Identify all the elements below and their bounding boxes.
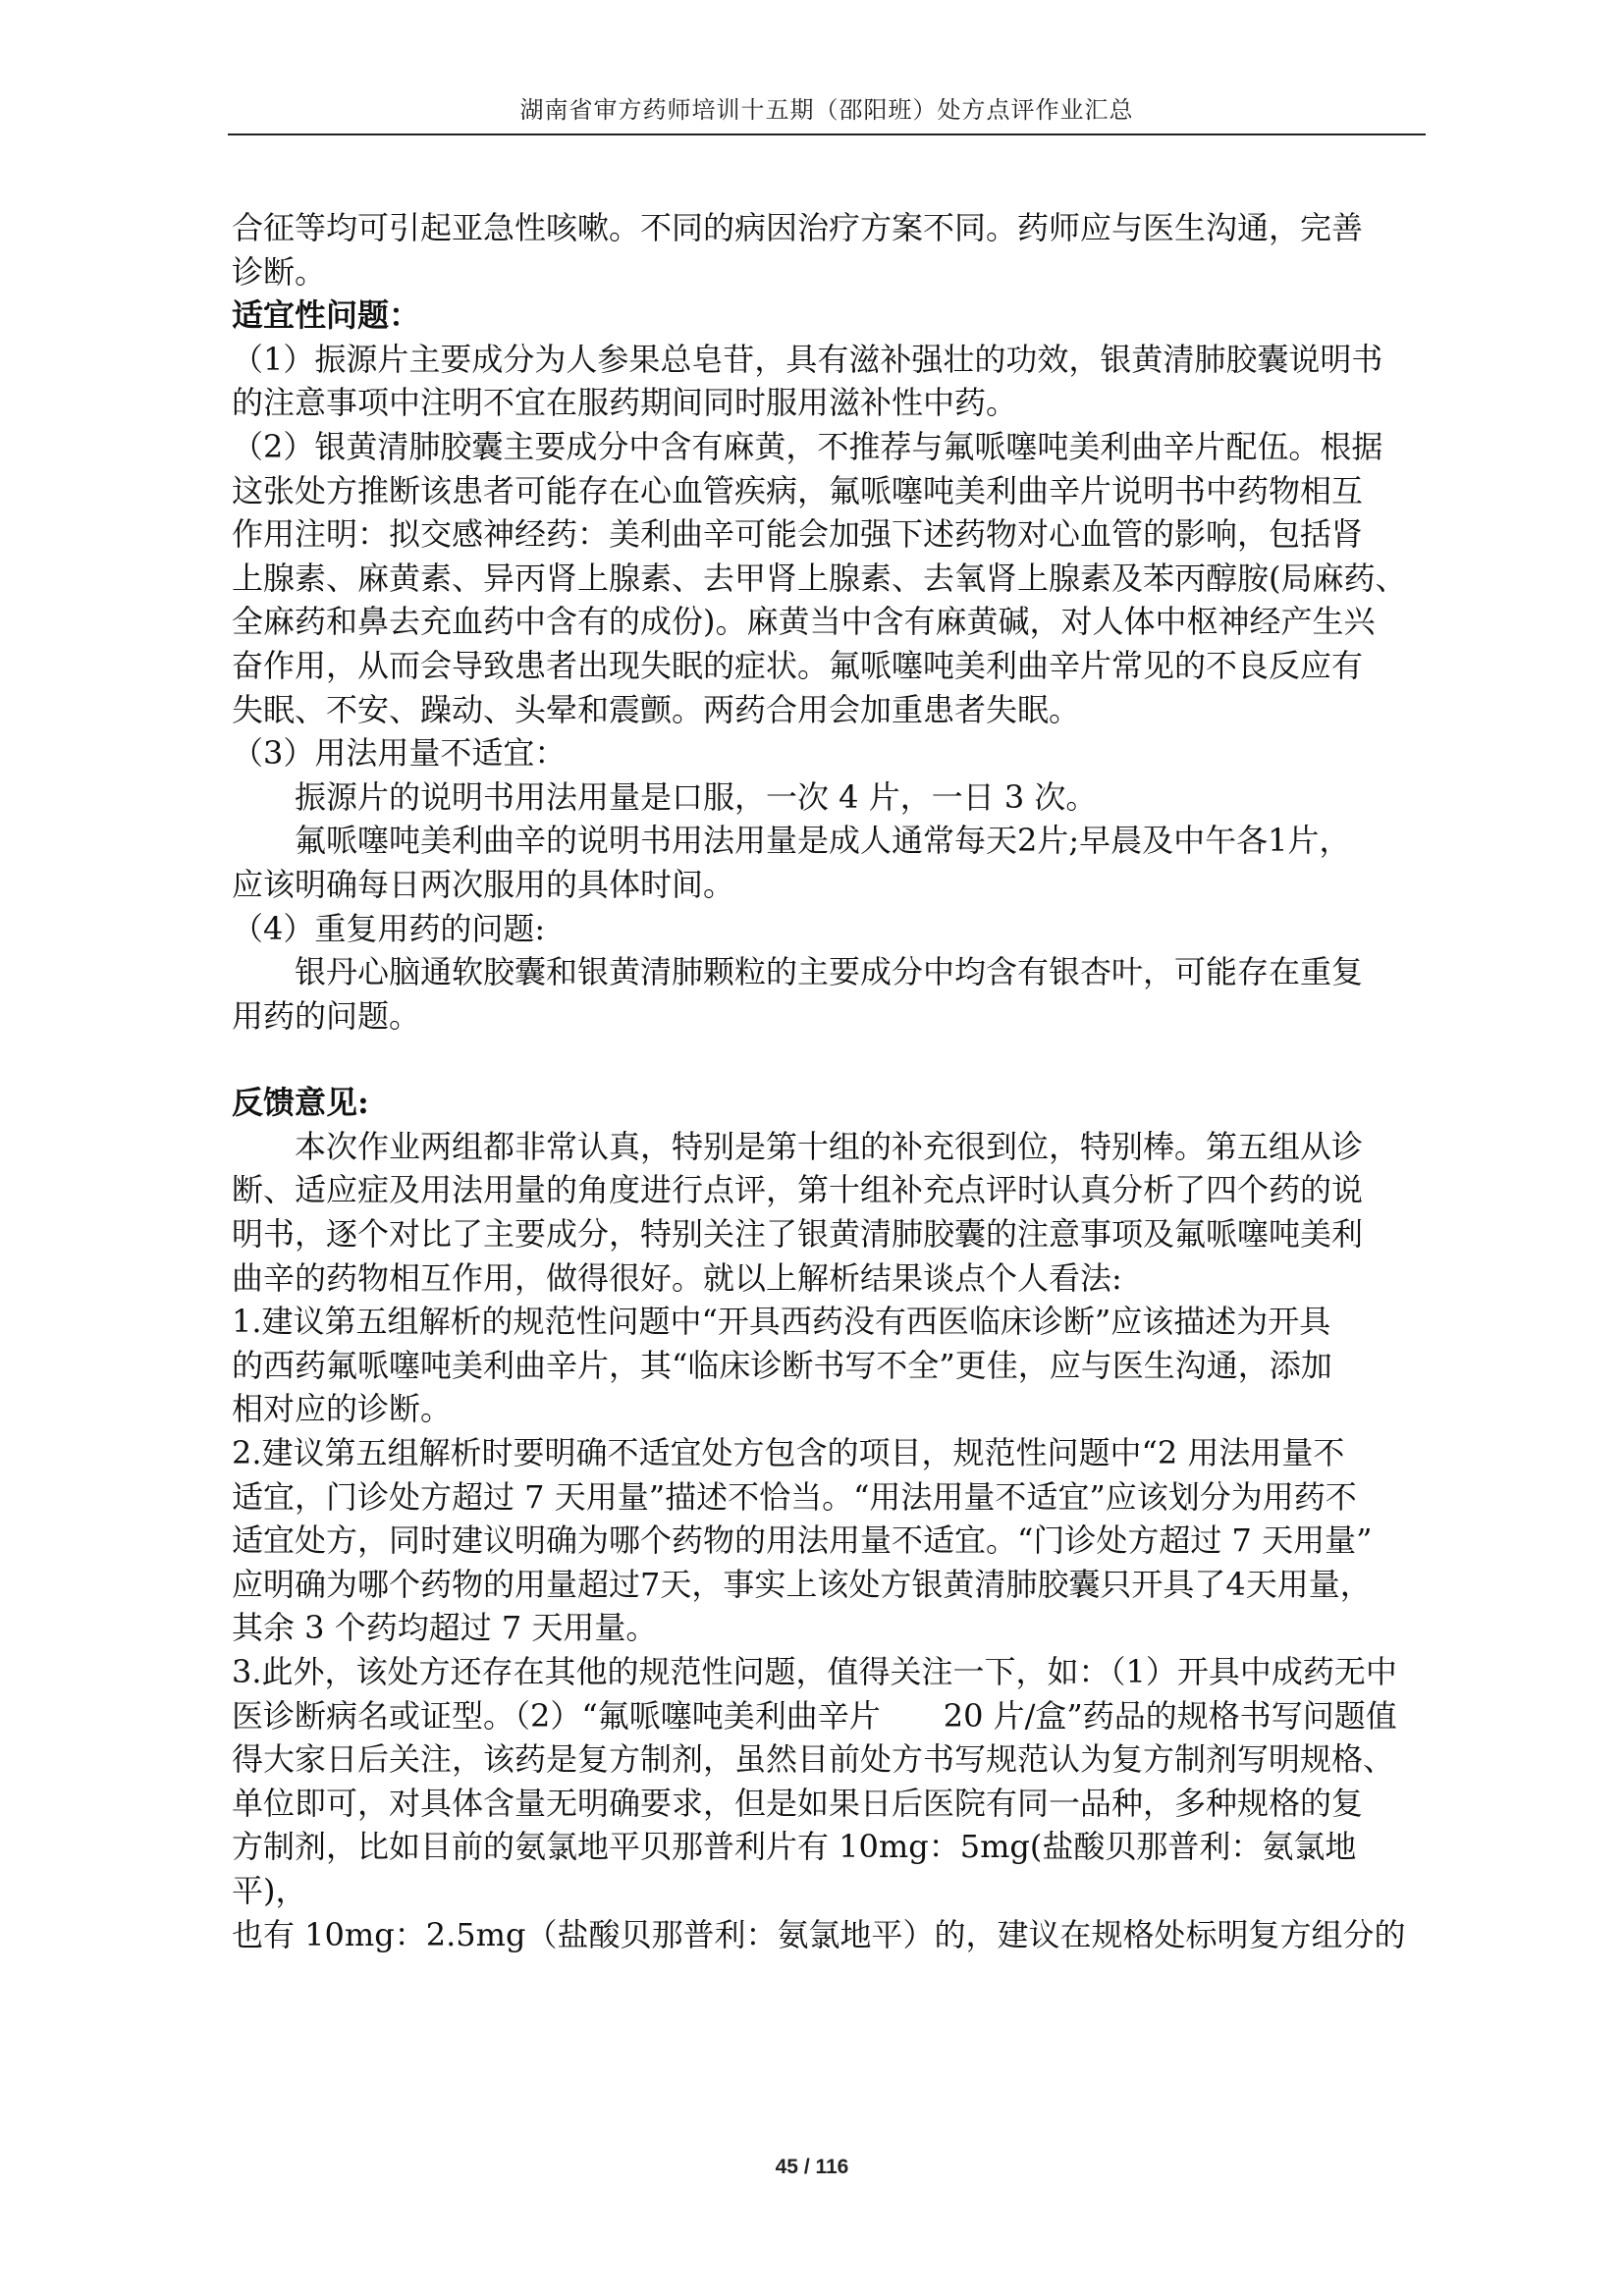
text-line: 应明确为哪个药物的用量超过7天，事实上该处方银黄清肺胶囊只开具了4天用量， (232, 1565, 1372, 1603)
text-line: 本次作业两组都非常认真，特别是第十组的补充很到位，特别棒。第五组从诊 (295, 1127, 1364, 1165)
text-line: 的注意事项中注明不宜在服药期间同时服用滋补性中药。 (232, 384, 1018, 422)
text-line: 全麻药和鼻去充血药中含有的成份)。麻黄当中含有麻黄碱，对人体中枢神经产生兴 (232, 603, 1376, 641)
text-line: 银丹心脑通软胶囊和银黄清肺颗粒的主要成分中均含有银杏叶，可能存在重复 (295, 953, 1364, 991)
text-line: 相对应的诊断。 (232, 1390, 453, 1428)
text-line: 的西药氟哌噻吨美利曲辛片，其“临床诊断书写不全”更佳，应与医生沟通，添加 (232, 1346, 1332, 1384)
text-line: （2）银黄清肺胶囊主要成分中含有麻黄，不推荐与氟哌噻吨美利曲辛片配伍。根据 (232, 427, 1383, 465)
text-line: （1）振源片主要成分为人参果总皂苷，具有滋补强壮的功效，银黄清肺胶囊说明书 (232, 340, 1383, 378)
text-line: 作用注明：拟交感神经药：美利曲辛可能会加强下述药物对心血管的影响，包括肾 (232, 515, 1364, 554)
text-line: 这张处方推断该患者可能存在心血管疾病，氟哌噻吨美利曲辛片说明书中药物相互 (232, 471, 1364, 509)
text-line: 断、适应症及用法用量的角度进行点评，第十组补充点评时认真分析了四个药的说 (232, 1171, 1364, 1209)
text-line: 医诊断病名或证型。（2）“氟哌噻吨美利曲辛片 20 片/盒”药品的规格书写问题值 (232, 1696, 1397, 1735)
document-body (232, 206, 1424, 1956)
text-line: 得大家日后关注，该药是复方制剂，虽然目前处方书写规范认为复方制剂写明规格、 (232, 1740, 1395, 1779)
text-line: 3.此外，该处方还存在其他的规范性问题，值得关注一下，如：（1）开具中成药无中 (232, 1653, 1397, 1690)
text-line: 也有 10mg：2.5mg（盐酸贝那普利：氨氯地平）的，建议在规格处标明复方组分的 (232, 1915, 1406, 1953)
text-line: 上腺素、麻黄素、异丙肾上腺素、去甲肾上腺素、去氧肾上腺素及苯丙醇胺(局麻药、 (232, 559, 1407, 597)
text-line: （4）重复用药的问题: (232, 909, 546, 947)
text-line: 适宜处方，同时建议明确为哪个药物的用法用量不适宜。“门诊处方超过 7 天用量” (232, 1522, 1373, 1560)
text-line: （3）用法用量不适宜： (232, 734, 567, 773)
text-line: 奋作用，从而会导致患者出现失眠的症状。氟哌噻吨美利曲辛片常见的不良反应有 (232, 646, 1364, 684)
header-divider (228, 133, 1426, 135)
text-line: 用药的问题。 (232, 996, 421, 1035)
section-heading-feedback: 反馈意见: (232, 1084, 369, 1122)
text-line: 应该明确每日两次服用的具体时间。 (232, 865, 735, 903)
text-line: 其余 3 个药均超过 7 天用量。 (232, 1609, 658, 1647)
text-line: 明书，逐个对比了主要成分，特别关注了银黄清肺胶囊的注意事项及氟哌噻吨美利 (232, 1215, 1364, 1254)
paragraph-spacer (232, 1038, 1424, 1081)
text-line: 1.建议第五组解析的规范性问题中“开具西药没有西医临床诊断”应该描述为开具 (232, 1303, 1331, 1341)
text-line: 曲辛的药物相互作用，做得很好。就以上解析结果谈点个人看法: (232, 1258, 1122, 1297)
text-line: 诊断。 (232, 252, 327, 291)
section-heading-suitability: 适宜性问题： (232, 296, 421, 335)
text-line: 单位即可，对具体含量无明确要求，但是如果日后医院有同一品种，多种规格的复 (232, 1784, 1364, 1822)
text-line: 失眠、不安、躁动、头晕和震颤。两药合用会加重患者失眠。 (232, 690, 1081, 728)
text-line: 振源片的说明书用法用量是口服，一次 4 片，一日 3 次。 (295, 777, 1098, 816)
text-line: 合征等均可引起亚急性咳嗽。不同的病因治疗方案不同。药师应与医生沟通，完善 (232, 209, 1364, 246)
page-number: 45 / 116 (775, 2156, 849, 2178)
text-line: 方制剂，比如目前的氨氯地平贝那普利片有 10mg：5mg(盐酸贝那普利：氨氯地平)， (232, 1828, 1357, 1909)
page-header-title: 湖南省审方药师培训十五期（邵阳班）处方点评作业汇总 (519, 96, 1134, 124)
text-line: 2.建议第五组解析时要明确不适宜处方包含的项目，规范性问题中“2 用法用量不 (232, 1434, 1345, 1472)
text-line: 适宜，门诊处方超过 7 天用量”描述不恰当。“用法用量不适宜”应该划分为用药不 (232, 1477, 1357, 1516)
text-line: 氟哌噻吨美利曲辛的说明书用法用量是成人通常每天2片;早晨及中午各1片， (295, 822, 1351, 860)
